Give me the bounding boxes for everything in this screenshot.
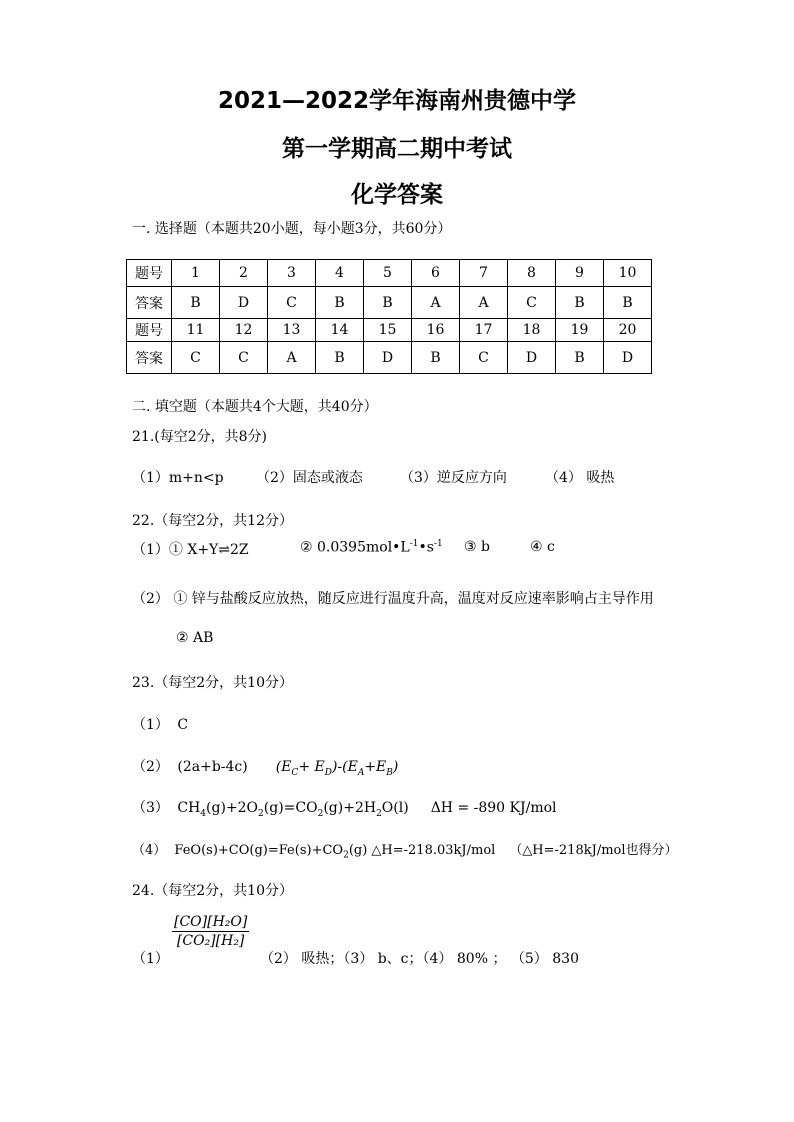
q21-heading: 21.(每空2分，共8分) xyxy=(132,429,268,445)
q23-answer-1: （1） C xyxy=(132,717,189,733)
table-cell: 2 xyxy=(220,260,268,287)
table-cell: C xyxy=(220,342,268,374)
table-cell: 18 xyxy=(508,319,556,342)
table-cell: B xyxy=(412,342,460,374)
table-cell: 13 xyxy=(268,319,316,342)
q23-heading: 23.（每空2分，共10分） xyxy=(132,675,293,691)
table-cell: B xyxy=(172,287,220,319)
q22-answer-1-1: （1）① X+Y⇌2Z xyxy=(132,542,249,558)
table-cell: A xyxy=(268,342,316,374)
table-cell: 7 xyxy=(460,260,508,287)
table-cell: 11 xyxy=(172,319,220,342)
table-cell: 16 xyxy=(412,319,460,342)
q21-answer-4: （4） 吸热 xyxy=(545,470,615,486)
q24-heading: 24.（每空2分，共10分） xyxy=(132,883,293,899)
table-cell: D xyxy=(220,287,268,319)
table-cell: C xyxy=(172,342,220,374)
table-cell: D xyxy=(364,342,412,374)
table-cell: A xyxy=(460,287,508,319)
table-row xyxy=(127,342,652,374)
table-cell: 6 xyxy=(412,260,460,287)
section1-heading: 一. 选择题（本题共20小题，每小题3分，共60分） xyxy=(132,221,452,237)
table-cell: 12 xyxy=(220,319,268,342)
table-row xyxy=(127,287,652,319)
table-cell: 5 xyxy=(364,260,412,287)
table-cell: 17 xyxy=(460,319,508,342)
table-cell: 20 xyxy=(604,319,652,342)
fraction-numerator: [CO][H₂O] xyxy=(174,914,248,930)
table-cell: D xyxy=(508,342,556,374)
table-cell: 4 xyxy=(316,260,364,287)
table-cell: B xyxy=(556,342,604,374)
table-row xyxy=(127,319,652,342)
table-cell: B xyxy=(364,287,412,319)
equilibrium-constant-fraction xyxy=(172,914,249,949)
fraction-denominator: [CO₂][H₂] xyxy=(176,933,245,949)
table-cell: 14 xyxy=(316,319,364,342)
table-cell: 19 xyxy=(556,319,604,342)
row-label: 答案 xyxy=(127,287,172,319)
table-cell: B xyxy=(604,287,652,319)
q22-heading: 22.（每空2分，共12分） xyxy=(132,513,293,529)
table-cell: C xyxy=(460,342,508,374)
q23-answer-2: （2） (2a+b-4c) $(E_C+ E_D)-(E_A+E_B)$ xyxy=(132,759,399,778)
q23-answer-3: （3） $CH_4(g)+2O_2(g)=CO_2(g)+2H_2O(l) \Delta H = -890$ KJ/mol xyxy=(132,800,557,819)
table-cell: B xyxy=(556,287,604,319)
row-label: 答案 xyxy=(127,342,172,374)
table-cell: 1 xyxy=(172,260,220,287)
document-title-line1: 2021—2022学年海南州贵德中学 xyxy=(217,88,577,114)
table-cell: B xyxy=(316,287,364,319)
q22-answer-1-4: ④ c xyxy=(530,539,555,555)
q22-answer-2-1: （2） ① 锌与盐酸反应放热，随反应进行温度升高，温度对反应速率影响占主导作用 xyxy=(132,591,654,607)
section2-heading: 二. 填空题（本题共4个大题，共40分） xyxy=(132,399,378,415)
table-cell: D xyxy=(604,342,652,374)
table-cell: 10 xyxy=(604,260,652,287)
table-cell: 8 xyxy=(508,260,556,287)
table-cell: B xyxy=(316,342,364,374)
row-label: 题号 xyxy=(127,260,172,287)
table-cell: 3 xyxy=(268,260,316,287)
row-label: 题号 xyxy=(127,319,172,342)
table-cell: 9 xyxy=(556,260,604,287)
q23-answer-4: （4） $FeO(s)+CO(g)=Fe(s)+CO_2(g)$ △H=-218.03kJ/mol （△H=-218kJ/mol也得分） xyxy=(132,843,678,861)
q24-answers-2-5: （2） 吸热；（3） b、c；（4） 80% ； （5） 830 xyxy=(260,951,579,967)
q21-answer-1: （1）m+n<p xyxy=(132,470,224,486)
table-cell: C xyxy=(508,287,556,319)
q24-answer-1-label: （1） xyxy=(132,951,169,967)
document-title-line3: 化学答案 xyxy=(351,182,443,208)
answer-table xyxy=(126,259,652,374)
table-cell: A xyxy=(412,287,460,319)
document-title-line2: 第一学期高二期中考试 xyxy=(282,136,512,162)
table-cell: C xyxy=(268,287,316,319)
q21-answer-3: （3）逆反应方向 xyxy=(400,470,507,486)
q21-answer-2: （2）固态或液态 xyxy=(256,470,363,486)
q22-answer-1-2: ② $0.0395mol•L^{-1}•s^{-1}$ xyxy=(300,539,443,556)
q22-answer-2-2: ② AB xyxy=(176,630,214,646)
q22-answer-1-3: ③ b xyxy=(464,539,490,555)
table-row xyxy=(127,260,652,287)
table-cell: 15 xyxy=(364,319,412,342)
